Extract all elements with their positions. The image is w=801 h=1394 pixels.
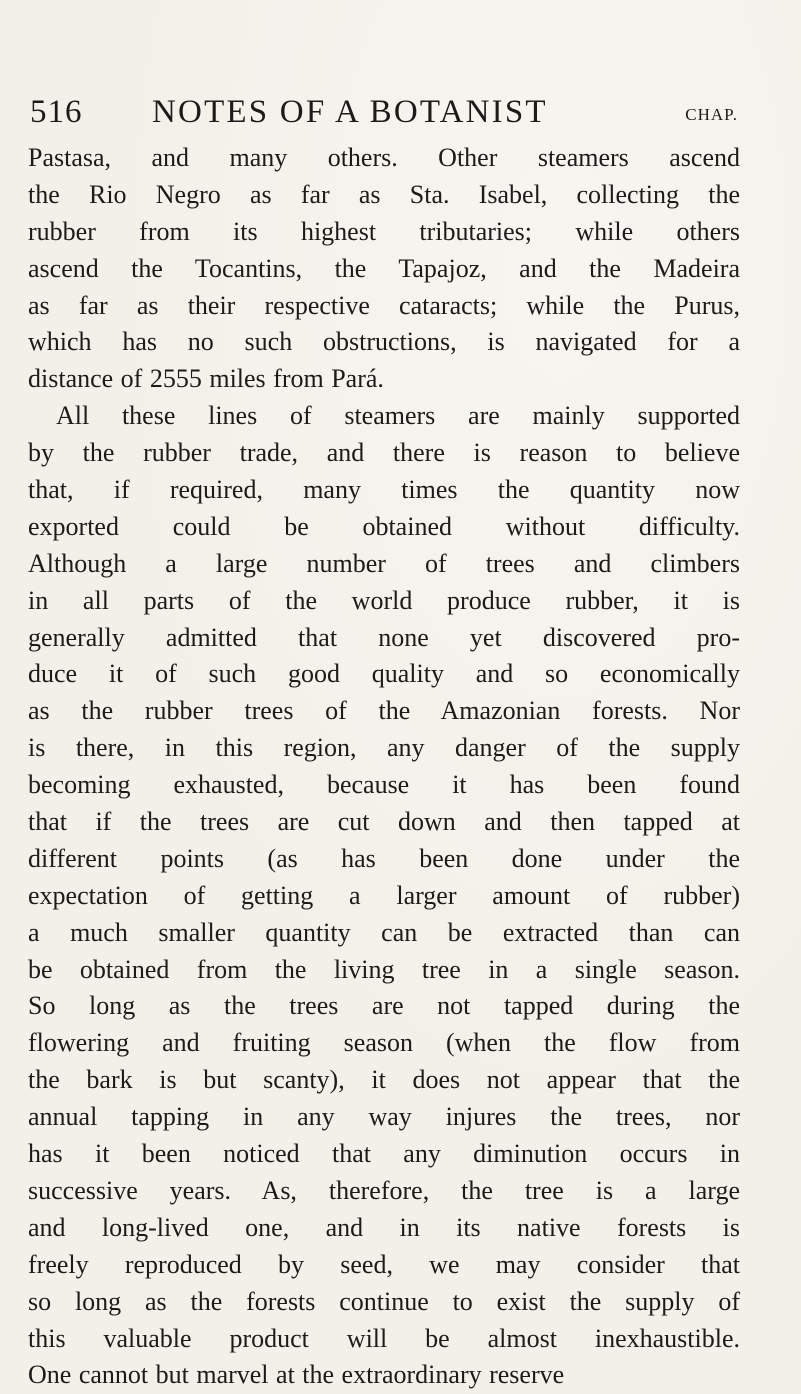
- text-line: successive years. As, therefore, the tree is a large: [28, 1175, 740, 1205]
- text-line: duce it of such good quality and so economically: [28, 659, 740, 689]
- text-line: becoming exhausted, because it has been found: [28, 770, 740, 800]
- text-line: the bark is but scanty), it does not appear that the: [28, 1065, 740, 1095]
- page-number: 516: [30, 94, 83, 130]
- text-line: as far as their respective cataracts; while the Purus,: [28, 290, 740, 320]
- text-line: freely reproduced by seed, we may consider that: [28, 1249, 740, 1279]
- body-text: [28, 140, 740, 1394]
- text-line: distance of 2555 miles from Pará.: [28, 364, 384, 394]
- running-title: NOTES OF A BOTANIST: [152, 94, 548, 130]
- text-line: annual tapping in any way injures the trees, nor: [28, 1102, 740, 1132]
- text-line: generally admitted that none yet discovered pro-: [28, 622, 740, 652]
- text-line: Although a large number of trees and climbers: [28, 548, 740, 578]
- text-line: a much smaller quantity can be extracted than can: [28, 917, 740, 947]
- text-line: So long as the trees are not tapped during the: [28, 991, 740, 1021]
- text-line: ascend the Tocantins, the Tapajoz, and the Madeira: [28, 253, 740, 283]
- text-line: Pastasa, and many others. Other steamers ascend: [28, 143, 740, 172]
- text-line: All these lines of steamers are mainly supported: [56, 401, 740, 431]
- text-line: that, if required, many times the quantity now: [28, 475, 740, 505]
- text-line: flowering and fruiting season (when the flow from: [28, 1028, 740, 1058]
- text-line: the Rio Negro as far as Sta. Isabel, collecting the: [28, 179, 740, 209]
- running-header: [30, 94, 738, 134]
- text-line: expectation of getting a larger amount of rubber): [28, 880, 740, 910]
- text-line: One cannot but marvel at the extraordinary reserve: [28, 1360, 565, 1390]
- text-line: as the rubber trees of the Amazonian forests. Nor: [28, 696, 740, 726]
- text-line: which has no such obstructions, is navigated for a: [28, 327, 740, 357]
- text-line: so long as the forests continue to exist the supply of: [28, 1286, 740, 1316]
- text-line: that if the trees are cut down and then tapped at: [28, 807, 740, 837]
- text-line: different points (as has been done under the: [28, 843, 740, 873]
- text-line: rubber from its highest tributaries; while others: [28, 216, 740, 246]
- text-line: and long-lived one, and in its native forests is: [28, 1212, 740, 1242]
- text-line: exported could be obtained without difficulty.: [28, 511, 740, 541]
- text-line: by the rubber trade, and there is reason to believe: [28, 438, 740, 468]
- text-line: has it been noticed that any diminution occurs in: [28, 1139, 740, 1169]
- text-line: is there, in this region, any danger of the supply: [28, 733, 740, 763]
- text-line: this valuable product will be almost inexhaustible.: [28, 1323, 740, 1353]
- chapter-label: CHAP.: [685, 105, 738, 124]
- text-line: be obtained from the living tree in a single season.: [28, 954, 740, 984]
- text-line: in all parts of the world produce rubber, it is: [28, 585, 740, 615]
